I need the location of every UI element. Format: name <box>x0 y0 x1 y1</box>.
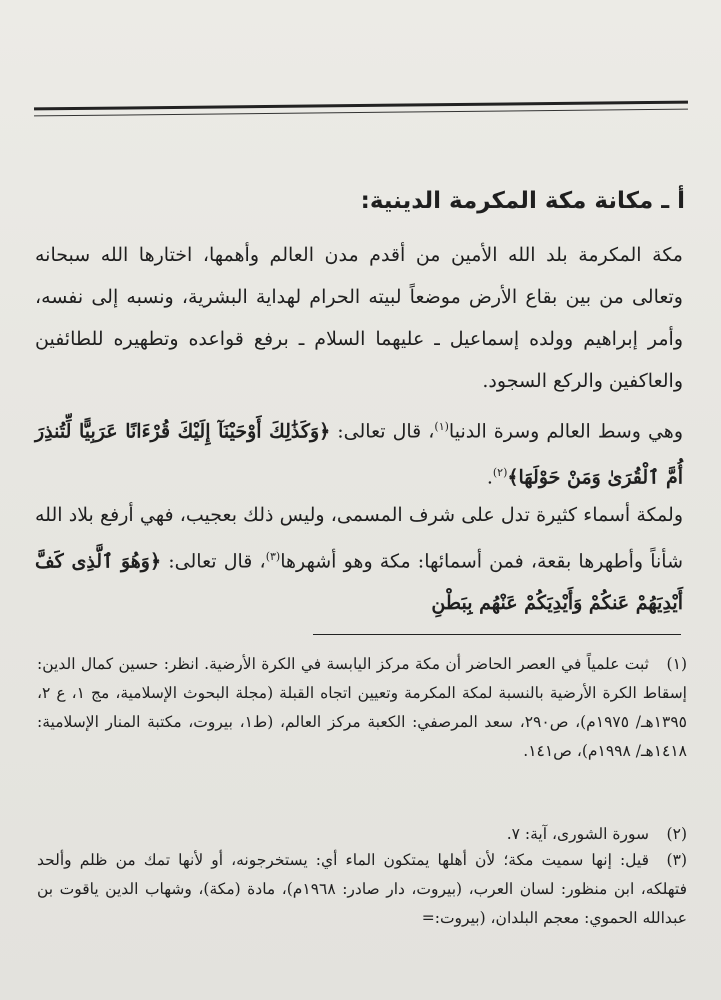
footnote-marker-2: (٢) <box>492 466 508 480</box>
paragraph-3-connector: ، قال تعالى: <box>161 550 266 573</box>
footnote-3 <box>37 846 687 933</box>
paragraph-2-connector: ، قال تعالى: <box>330 420 435 443</box>
footnote-1 <box>37 650 687 766</box>
header-rule-thin <box>34 109 688 117</box>
footnote-separator <box>313 634 681 635</box>
footnote-3-number: (٣) <box>666 851 687 869</box>
paragraph-2 <box>35 406 683 499</box>
footnote-3-text: قيل: إنها سميت مكة؛ لأن أهلها يمتكون الماء أي: يستخرجونه، أو لأنها تمك من ظلم وألحد فتهلكه، ابن منظور: لسان العرب، (بيروت، دار صادر: ١٩٦٨م)، مادة (مكة)، وشهاب الدين ياقوت بن عبدالله الحموي: معجم البلدان، (بيروت:= <box>37 851 687 927</box>
paragraph-2-end: . <box>486 466 493 489</box>
paragraph-2-text: وهي وسط العالم وسرة الدنيا <box>448 420 683 443</box>
footnote-1-text: ثبت علمياً في العصر الحاضر أن مكة مركز اليابسة في الكرة الأرضية. انظر: حسين كمال الدين: إسقاط الكرة الأرضية بالنسبة لمكة المكرمة وتعيين اتجاه القبلة (مجلة البحوث الإسلامية، مج ١، ع ٢، ١٣٩٥هـ/ ١٩٧٥م)، ص٢٩٠، سعد المرصفي: الكعبة مركز العالم، (ط١، بيروت، مكتبة المنار الإسلامية: ١٤١٨هـ/ ١٩٩٨م)، ص١٤١. <box>37 655 687 760</box>
quran-verse-1: ﴿وَكَذَٰلِكَ أَوْحَيْنَآ إِلَيْكَ قُرْءَانًا عَرَبِيًّا لِّتُنذِرَ أُمَّ ٱلْقُرَىٰ وَمَنْ حَوْلَهَا﴾ <box>35 420 683 489</box>
section-heading: أ ـ مكانة مكة المكرمة الدينية: <box>360 188 685 214</box>
footnote-1-number: (١) <box>666 655 687 673</box>
quran-verse-2: ﴿وَهُوَ ٱلَّذِى كَفَّ أَيْدِيَهُمْ عَنكُمْ وَأَيْدِيَكُمْ عَنْهُم بِبَطْنِ <box>35 550 683 615</box>
paragraph-1: مكة المكرمة بلد الله الأمين من أقدم مدن العالم وأهمها، اختارها الله سبحانه وتعالى من بين بقاع الأرض موضعاً لبيته الحرام لهداية البشرية، ونسبه إلى نفسه، وأمر إبراهيم وولده إسماعيل ـ عليهما السلام ـ برفع قواعده وتطهيره للطائفين والعاكفين والركع السجود. <box>35 244 683 392</box>
footnote-2-text: سورة الشورى، آية: ٧. <box>506 825 649 843</box>
footnote-marker-1: (١) <box>434 420 449 433</box>
footnote-marker-3: (٣) <box>265 550 281 563</box>
footnote-2-number: (٢) <box>666 825 687 843</box>
paragraph-3 <box>35 494 683 624</box>
paragraph-3-text: ولمكة أسماء كثيرة تدل على شرف المسمى، وليس ذلك بعجيب، فهي أرفع بلاد الله شأناً وأطهرها بقعة، فمن أسمائها: مكة وهو أشهرها <box>35 504 683 573</box>
footnote-2 <box>37 820 687 849</box>
